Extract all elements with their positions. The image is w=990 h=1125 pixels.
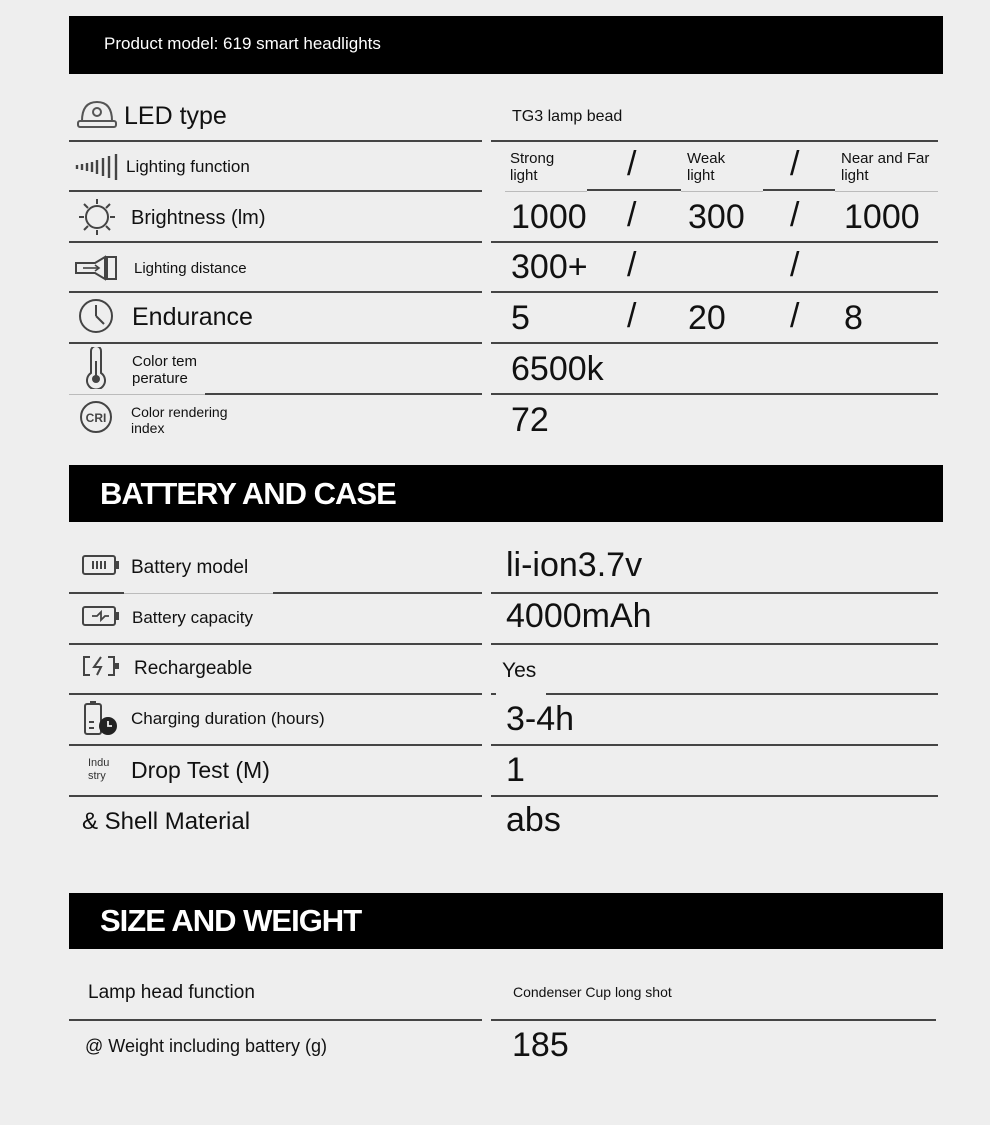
lighting-distance-label: Lighting distance (134, 260, 247, 277)
lamp-head-function-label: Lamp head function (88, 982, 255, 1003)
drop-test-value: 1 (506, 751, 525, 789)
thermometer-icon (84, 347, 108, 389)
separator: / (790, 246, 800, 284)
endurance-strong: 5 (511, 299, 530, 337)
mode-near-far-light: Near and Far light (841, 150, 930, 184)
led-type-value: TG3 lamp bead (512, 108, 623, 125)
drop-test-label: Drop Test (M) (131, 757, 270, 783)
weight-value: 185 (512, 1026, 569, 1064)
distance-strong: 300+ (511, 248, 588, 286)
recharge-icon (82, 655, 120, 677)
charging-duration-value: 3-4h (506, 700, 575, 738)
rechargeable-label: Rechargeable (134, 658, 253, 679)
endurance-label: Endurance (132, 303, 253, 331)
charging-duration-label: Charging duration (hours) (131, 709, 325, 728)
color-rendering-value: 72 (511, 401, 549, 439)
cri-icon (79, 400, 113, 434)
weight-label: @ Weight including battery (g) (85, 1036, 328, 1056)
flashlight-icon (75, 255, 119, 281)
endurance-weak: 20 (688, 299, 726, 337)
industry-prefix: Indu stry (88, 757, 110, 783)
endurance-near-far: 8 (844, 299, 863, 337)
product-model-title: Product model: 619 smart headlights (104, 34, 381, 53)
clock-icon (78, 298, 114, 334)
color-temperature-label: Color tem perature (132, 353, 198, 388)
battery-charge-icon (82, 606, 120, 626)
size-section-bar (69, 893, 943, 949)
cri-icon-text: CRI (85, 411, 107, 425)
separator: / (790, 297, 800, 335)
lighting-function-label: Lighting function (126, 157, 250, 176)
signal-bars-icon (75, 154, 119, 180)
brightness-near-far: 1000 (844, 198, 920, 236)
color-rendering-label: Color rendering index (131, 404, 228, 437)
separator: / (627, 145, 637, 183)
sun-icon (79, 199, 115, 235)
mode-strong-light: Strong light (510, 150, 555, 184)
brightness-weak: 300 (688, 198, 745, 236)
battery-model-value: li-ion3.7v (506, 546, 643, 584)
battery-model-label: Battery model (131, 557, 249, 578)
separator: / (790, 145, 800, 183)
led-type-label: LED type (124, 102, 227, 130)
separator: / (627, 297, 637, 335)
separator: / (627, 196, 637, 234)
battery-section-bar (69, 465, 943, 522)
brightness-strong: 1000 (511, 198, 587, 236)
helmet-lamp-icon (76, 99, 118, 129)
size-section-title: SIZE AND WEIGHT (100, 903, 362, 938)
shell-material-value: abs (506, 801, 561, 839)
battery-section-title: BATTERY AND CASE (100, 476, 396, 511)
color-temperature-value: 6500k (511, 350, 604, 388)
mode-weak-light: Weak light (687, 150, 726, 184)
battery-icon (82, 555, 120, 575)
separator: / (627, 246, 637, 284)
separator: / (790, 196, 800, 234)
battery-capacity-value: 4000mAh (506, 597, 652, 635)
brightness-label: Brightness (lm) (131, 207, 266, 229)
shell-material-label: & Shell Material (82, 808, 251, 835)
charging-time-icon (82, 700, 120, 736)
rechargeable-value: Yes (502, 659, 537, 682)
header-bar (69, 16, 943, 74)
lamp-head-function-value: Condenser Cup long shot (513, 984, 672, 1000)
battery-capacity-label: Battery capacity (132, 608, 253, 627)
